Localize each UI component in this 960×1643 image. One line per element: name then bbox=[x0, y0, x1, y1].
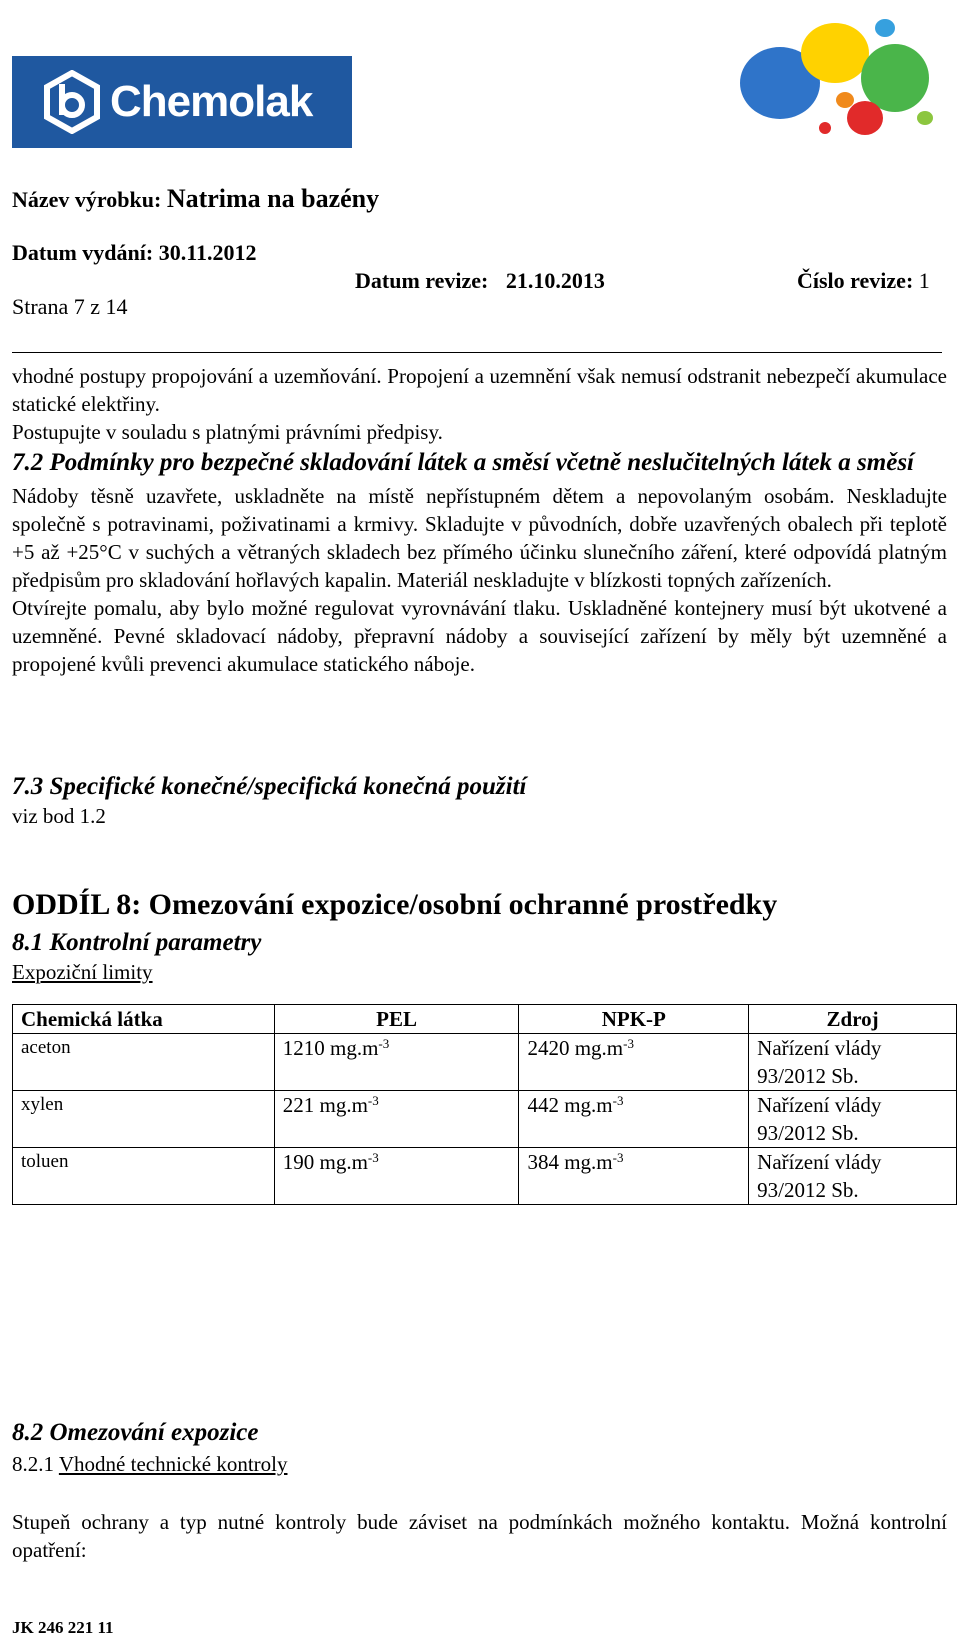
section-8-title: ODDÍL 8: Omezování expozice/osobní ochranné prostředky bbox=[12, 888, 778, 921]
section-7-3-text: viz bod 1.2 bbox=[12, 804, 106, 828]
revision-no-label: Číslo revize: bbox=[797, 268, 914, 293]
source-cell: Nařízení vlády 93/2012 Sb. bbox=[749, 1034, 957, 1091]
npk-cell: 2420 $mg.m^{-3}$ bbox=[519, 1034, 749, 1091]
product-label: Název výrobku: bbox=[12, 187, 162, 212]
column-header-pel: PEL bbox=[274, 1005, 519, 1034]
npk-cell: 442 $mg.m^{-3}$ bbox=[519, 1091, 749, 1148]
small-red-bubble bbox=[819, 122, 831, 134]
decorative-bubbles bbox=[725, 8, 955, 158]
column-header-npk: NPK-P bbox=[519, 1005, 749, 1034]
intro-legal-line: Postupujte v souladu s platnými právními předpisy. bbox=[12, 420, 443, 444]
product-name: Natrima na bazény bbox=[166, 184, 380, 213]
source-cell: Nařízení vlády 93/2012 Sb. bbox=[749, 1091, 957, 1148]
section-8-2-1-line bbox=[12, 1452, 287, 1477]
revision-no: 1 bbox=[918, 268, 930, 293]
brand-name: Chemolak bbox=[110, 77, 313, 126]
table-header-row bbox=[13, 1005, 957, 1034]
substance-cell: xylen bbox=[13, 1091, 275, 1148]
green-bubble bbox=[861, 44, 929, 112]
section-7-2-paragraph-2: Otvírejte pomalu, aby bylo možné regulovat vyrovnávání tlaku. Uskladněné kontejnery musí být ukotvené a uzemněné. Pevné skladovací nádoby, přepravní nádoby a související zařízení by měly být uzemněné a propojené kvůli prevenci akumulace statického náboje. bbox=[12, 596, 947, 676]
section-7-3 bbox=[12, 772, 947, 830]
chemolak-logo bbox=[12, 56, 352, 148]
footer-code: JK 246 221 11 bbox=[12, 1618, 114, 1637]
red-bubble bbox=[847, 101, 883, 135]
pel-cell: 221 $mg.m^{-3}$ bbox=[274, 1091, 519, 1148]
intro-paragraph: vhodné postupy propojování a uzemňování. Propojení a uzemnění však nemusí odstranit nebezpečí akumulace statické elektřiny. bbox=[12, 364, 947, 416]
substance-cell: toluen bbox=[13, 1148, 275, 1205]
npk-cell: 384 $mg.m^{-3}$ bbox=[519, 1148, 749, 1205]
section-7-3-heading: 7.3 Specifické konečné/specifická konečná použití bbox=[12, 773, 527, 800]
revision-date-line bbox=[355, 268, 605, 294]
section-8-2-1-label: Vhodné technické kontroly bbox=[58, 1452, 288, 1476]
source-cell: Nařízení vlády 93/2012 Sb. bbox=[749, 1148, 957, 1205]
section-7-2 bbox=[12, 448, 947, 678]
yellow-bubble bbox=[801, 23, 869, 83]
revision-label: Datum revize: bbox=[355, 268, 489, 293]
small-blue-bubble bbox=[875, 19, 895, 37]
section-8-2-1-body bbox=[12, 1508, 947, 1564]
table-row bbox=[13, 1034, 957, 1091]
header-divider bbox=[12, 352, 942, 353]
intro-block bbox=[12, 362, 947, 446]
small-green-bubble bbox=[917, 111, 933, 125]
column-header-source: Zdroj bbox=[749, 1005, 957, 1034]
issue-date: 30.11.2012 bbox=[158, 240, 257, 265]
page-number: Strana 7 z 14 bbox=[12, 294, 128, 319]
section-8-2-1-number: 8.2.1 bbox=[12, 1452, 54, 1476]
table-row bbox=[13, 1091, 957, 1148]
chemolak-logo-mark-icon bbox=[40, 70, 104, 134]
section-7-2-heading: 7.2 Podmínky pro bezpečné skladování látek a směsí včetně neslučitelných látek a směsí bbox=[12, 449, 914, 476]
exposure-limits-table bbox=[12, 1004, 957, 1205]
table-row bbox=[13, 1148, 957, 1205]
issue-label: Datum vydání: bbox=[12, 240, 154, 265]
section-8-1-heading: 8.1 Kontrolní parametry bbox=[12, 929, 262, 956]
revision-number-line bbox=[797, 268, 930, 294]
substance-cell: aceton bbox=[13, 1034, 275, 1091]
section-7-2-paragraph-1: Nádoby těsně uzavřete, uskladněte na místě nepřístupném dětem a nepovolaným osobám. Neskladujte společně s potravinami, poživatinami a krmivy. Skladujte v původních, dobře uzavřených obalech při teplotě +5 až +25°C v suchých a větraných skladech bez přímého účinku slunečního záření, které odpovídá platným předpisům pro skladování hořlavých kapalin. Materiál neskladujte v blízkosti topných zařízeních. bbox=[12, 484, 947, 592]
orange-bubble bbox=[836, 92, 854, 108]
column-header-substance: Chemická látka bbox=[13, 1005, 275, 1034]
pel-cell: 190 $mg.m^{-3}$ bbox=[274, 1148, 519, 1205]
pel-cell: 1210 $mg.m^{-3}$ bbox=[274, 1034, 519, 1091]
section-8-2-heading: 8.2 Omezování expozice bbox=[12, 1419, 259, 1446]
exposure-limits-label: Expoziční limity bbox=[12, 960, 153, 984]
section-8-2-1-paragraph: Stupeň ochrany a typ nutné kontroly bude záviset na podmínkách možného kontaktu. Možná kontrolní opatření: bbox=[12, 1510, 947, 1562]
revision-date: 21.10.2013 bbox=[505, 268, 605, 293]
product-line bbox=[12, 184, 379, 214]
issue-date-line bbox=[12, 240, 256, 266]
